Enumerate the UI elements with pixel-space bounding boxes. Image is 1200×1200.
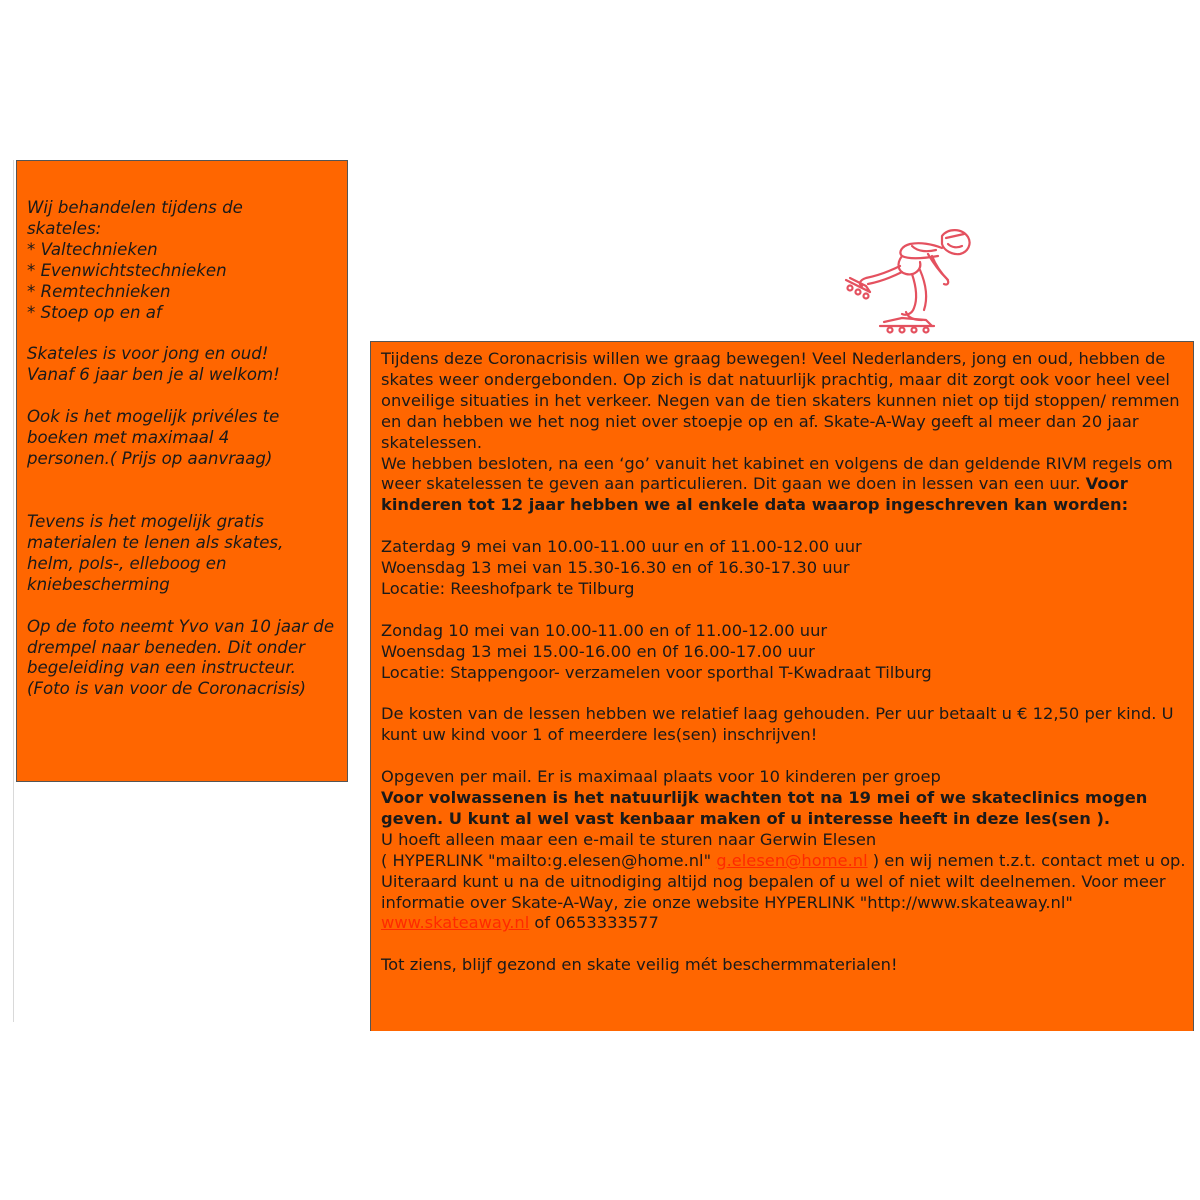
lesson-intro: Wij behandelen tijdens de skateles: — [27, 198, 243, 238]
phone-text: of 0653333577 — [529, 913, 659, 933]
technique-item: * Remtechnieken — [27, 281, 171, 301]
schedule-line: Zondag 10 mei van 10.00-11.00 en of 11.00-12.00 uur — [381, 620, 828, 640]
info-box-right — [370, 341, 1194, 1031]
technique-item: * Stoep op en af — [27, 302, 162, 322]
contact-text: ( HYPERLINK "mailto:g.elesen@home.nl" — [381, 850, 717, 870]
age-line: Skateles is voor jong en oud! — [27, 344, 269, 364]
inline-skater-icon — [836, 222, 976, 340]
schedule-line: Zaterdag 9 mei van 10.00-11.00 uur en of 11.00-12.00 uur — [381, 537, 862, 557]
email-link[interactable]: g.elesen@home.nl — [716, 850, 868, 870]
decision-paragraph — [381, 454, 1187, 517]
schedule-location: Locatie: Reeshofpark te Tilburg — [381, 578, 635, 598]
schedule-line: Woensdag 13 mei van 15.30-16.30 en of 16.30-17.30 uur — [381, 558, 850, 578]
technique-item: * Valtechnieken — [27, 239, 158, 259]
costs-paragraph: De kosten van de lessen hebben we relatief laag gehouden. Per uur betaalt u € 12,50 per kind. U kunt uw kind voor 1 of meerdere les(sen) inschrijven! — [381, 704, 1174, 745]
private-lesson-text: Ook is het mogelijk privéles te boeken met maximaal 4 personen.( Prijs op aanvraag) — [27, 407, 280, 469]
signup-text: Opgeven per mail. Er is maximaal plaats voor 10 kinderen per groep — [381, 767, 941, 787]
decision-text: We hebben besloten, na een ‘go’ vanuit het kabinet en volgens de dan geldende RIVM regels om weer skatelessen te geven aan particulieren. Dit gaan we doen in lessen van een uur. — [381, 453, 1173, 494]
intro-paragraph: Tijdens deze Coronacrisis willen we graag bewegen! Veel Nederlanders, jong en oud, hebben de skates weer ondergebonden. Op zich is dat natuurlijk prachtig, maar dit zorgt ook voor heel veel onveilige situaties in het verkeer. Negen van de tien skaters kunnen niet op tijd stoppen/ remmen en dan hebben we het nog niet over stoepje op en af. Skate-A-Way geeft al meer dan 20 jaar skatelessen. — [381, 349, 1180, 452]
photo-caption: Op de foto neemt Yvo van 10 jaar de drempel naar beneden. Dit onder begeleiding van een instructeur. (Foto is van voor de Coronacrisis) — [27, 616, 335, 699]
schedule-line: Woensdag 13 mei 15.00-16.00 en 0f 16.00-17.00 uur — [381, 641, 815, 661]
materials-text: Tevens is het mogelijk gratis materialen te lenen als skates, helm, pols-, elleboog en kniebescherming — [27, 511, 284, 594]
children-dates-heading: Voor kinderen tot 12 jaar hebben we al enkele data waarop ingeschreven kan worden: — [381, 474, 1129, 515]
info-box-left — [16, 160, 348, 782]
page-left-rule — [13, 160, 14, 1022]
closing-text: Tot ziens, blijf gezond en skate veilig mét beschermmaterialen! — [381, 955, 898, 975]
schedule-location: Locatie: Stappengoor- verzamelen voor sporthal T-Kwadraat Tilburg — [381, 662, 932, 682]
contact-text: ) en wij nemen t.z.t. contact met u op. Uiteraard kunt u na de uitnodiging altijd nog bepalen of u wel of niet wilt deelnemen. Voor meer informatie over Skate-A-Way, zie onze website HYPERLINK "http://www.skateaway.nl" — [381, 850, 1186, 912]
adults-notice: Voor volwassenen is het natuurlijk wachten tot na 19 mei of we skateclinics mogen geven. U kunt al wel vast kenbaar maken of u interesse heeft in deze les(sen ). — [381, 787, 1148, 828]
contact-paragraph — [381, 851, 1187, 935]
website-link[interactable]: www.skateaway.nl — [381, 913, 530, 933]
age-line: Vanaf 6 jaar ben je al welkom! — [27, 365, 280, 385]
technique-item: * Evenwichtstechnieken — [27, 260, 227, 280]
mail-text: U hoeft alleen maar een e-mail te sturen naar Gerwin Elesen — [381, 829, 877, 849]
